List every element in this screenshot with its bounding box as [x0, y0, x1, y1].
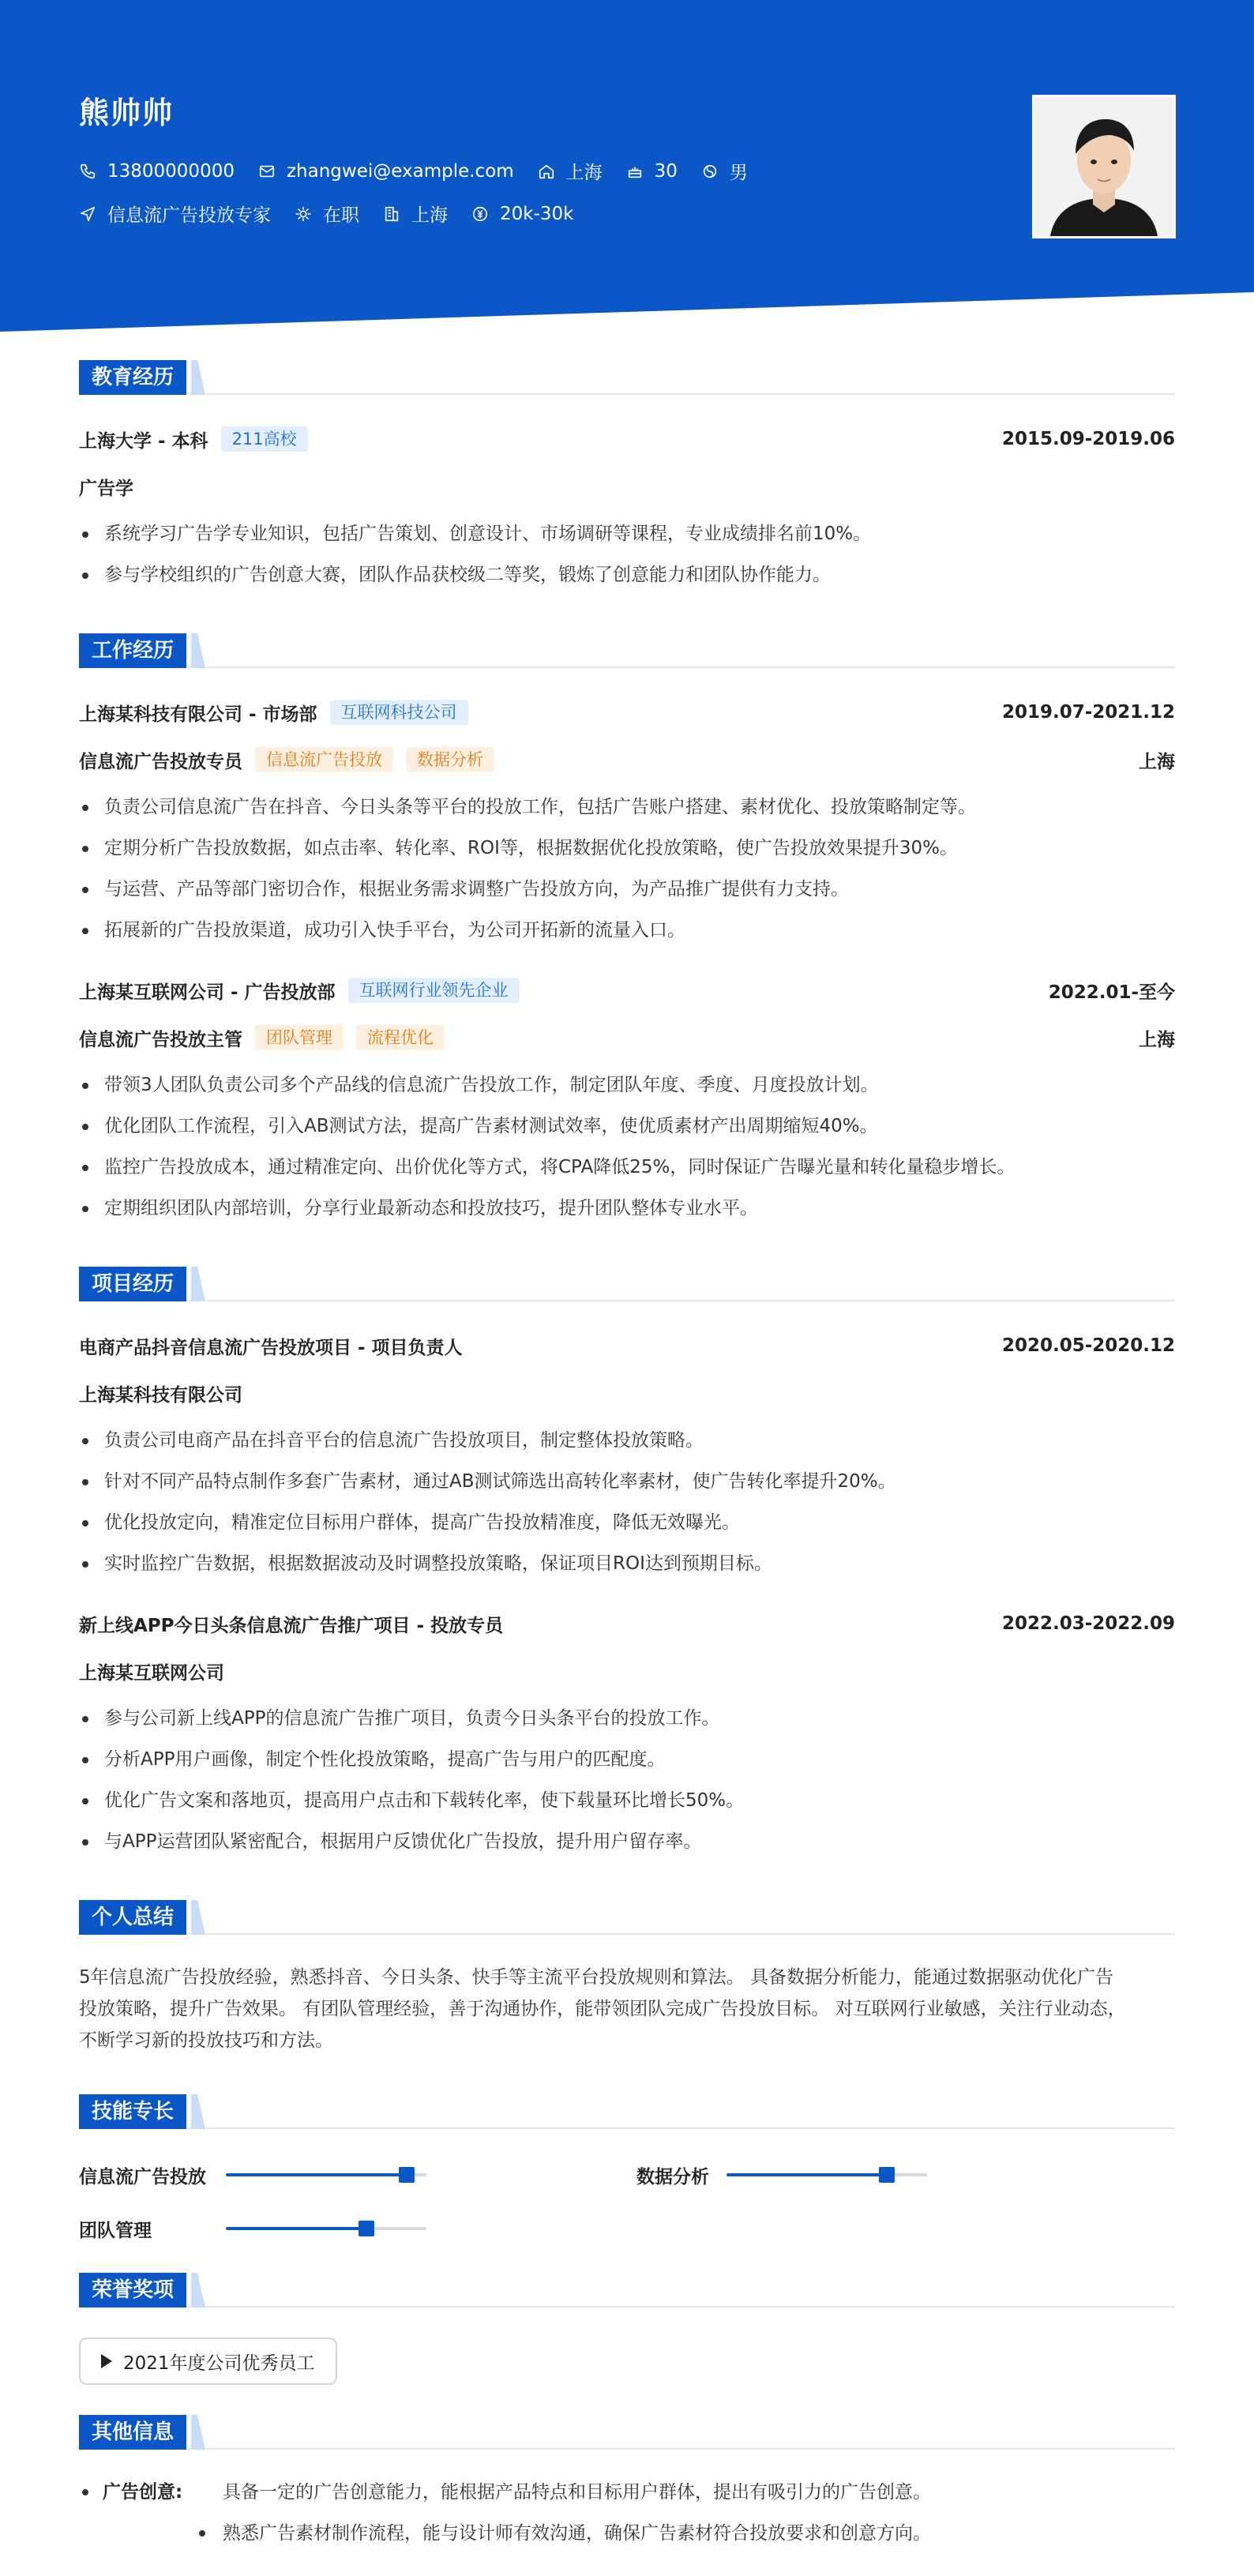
- school-name: 上海大学 - 本科: [79, 430, 208, 452]
- project-name: 新上线APP今日头条信息流广告推广项目 - 投放专员: [79, 1615, 504, 1636]
- list-item: 针对不同产品特点制作多套广告素材，通过AB测试筛选出高转化率素材，使广告转化率提升20%。: [79, 1461, 1175, 1502]
- summary-line: 投放策略，提升广告效果。 有团队管理经验，善于沟通协作，能带领团队完成广告投放目标。 对互联网行业敏感，关注行业动态，: [79, 1999, 1126, 2019]
- skill-track: [226, 2227, 426, 2230]
- list-item: 与APP运营团队紧密配合，根据用户反馈优化广告投放，提升用户留存率。: [79, 1821, 1175, 1862]
- major-row: [79, 472, 1175, 501]
- project-date: 2020.05-2020.12: [1001, 1335, 1175, 1356]
- summary-text: [79, 1962, 1175, 2056]
- section-label: 个人总结: [79, 1900, 186, 1935]
- resume-header: [0, 0, 1254, 332]
- skills-section-title: [79, 2094, 1175, 2129]
- project-bullets: [79, 1420, 1175, 1584]
- building-icon: [383, 205, 400, 223]
- candidate-name: 熊帅帅: [79, 96, 175, 130]
- triangle-icon: [101, 2354, 112, 2368]
- job-date: 2022.01-至今: [1048, 982, 1175, 1003]
- education-section-title: [79, 360, 1175, 395]
- skill-fill: [226, 2227, 366, 2230]
- other-text: 熟悉广告素材制作流程，能与设计师有效沟通，确保广告素材符合投放要求和创意方向。: [223, 2523, 931, 2544]
- title-tail-decoration: [191, 2273, 207, 2308]
- honors-section-title: [79, 2273, 1175, 2308]
- salary-icon: [471, 205, 489, 223]
- skill-knob: [879, 2167, 895, 2183]
- salary-text: 20k-30k: [500, 203, 574, 224]
- list-item: 系统学习广告学专业知识，包括广告策划、创意设计、市场调研等课程，专业成绩排名前10%。: [79, 513, 1175, 554]
- list-item: 优化团队工作流程，引入AB测试方法，提高广告素材测试效率，使优质素材产出周期缩短40%。: [79, 1106, 1175, 1147]
- skill-name: 数据分析: [636, 2166, 709, 2187]
- skill-knob: [399, 2167, 415, 2183]
- other-info-list: [79, 2472, 1175, 2554]
- list-item: 优化广告文案和落地页，提高用户点击和下载转化率，使下载量环比增长50%。: [79, 1780, 1175, 1821]
- project-company-row: [79, 1657, 1175, 1685]
- title-tail-decoration: [191, 633, 207, 668]
- list-item: 带领3人团队负责公司多个产品线的信息流广告投放工作，制定团队年度、季度、月度投放计划。: [79, 1065, 1175, 1106]
- summary-line: 不断学习新的投放技巧和方法。: [79, 2030, 333, 2051]
- other-text: 具备一定的广告创意能力，能根据产品特点和目标用户群体，提出有吸引力的广告创意。: [223, 2482, 931, 2503]
- status-icon: [295, 205, 312, 223]
- profile-photo: [1032, 95, 1176, 238]
- education-bullets: [79, 513, 1175, 595]
- age-info: [626, 161, 678, 182]
- position-name: 信息流广告投放主管: [79, 1029, 242, 1050]
- section-label: 项目经历: [79, 1267, 186, 1301]
- skill-item: [636, 2161, 984, 2189]
- job-bullets: [79, 1065, 1175, 1229]
- section-label: 荣誉奖项: [79, 2273, 186, 2308]
- skill-track: [726, 2173, 927, 2176]
- skill-item: [79, 2214, 426, 2243]
- skill-fill: [226, 2173, 407, 2176]
- list-item: 优化投放定向，精准定位目标用户群体，提高广告投放精准度，降低无效曝光。: [79, 1502, 1175, 1543]
- phone-info: [79, 161, 235, 182]
- job-city: 上海: [1139, 751, 1175, 772]
- work-city-info: [383, 201, 448, 227]
- skill-item: [79, 2161, 426, 2189]
- list-item: 参与公司新上线APP的信息流广告推广项目，负责今日头条平台的投放工作。: [79, 1698, 1175, 1739]
- title-tail-decoration: [191, 1900, 207, 1935]
- skill-fill: [726, 2173, 887, 2176]
- list-item: 负责公司信息流广告在抖音、今日头条等平台的投放工作，包括广告账户搭建、素材优化、投放策略制定等。: [79, 787, 1175, 828]
- project-bullets: [79, 1698, 1175, 1862]
- list-item: 监控广告投放成本，通过精准定向、出价优化等方式，将CPA降低25%，同时保证广告曝光量和转化量稳步增长。: [79, 1147, 1175, 1188]
- skill-name: 信息流广告投放: [79, 2166, 206, 2187]
- school-tag: 211高校: [221, 426, 308, 452]
- project-header-row: [79, 1609, 1175, 1638]
- age-text: 30: [654, 160, 678, 182]
- position-name: 信息流广告投放专员: [79, 751, 242, 772]
- list-item: 定期分析广告投放数据，如点击率、转化率、ROI等，根据数据优化投放策略，使广告投放效果提升30%。: [79, 828, 1175, 869]
- award-item: [79, 2338, 337, 2385]
- section-label: 其他信息: [79, 2415, 186, 2450]
- status-text: 在职: [323, 205, 359, 226]
- summary-section-title: [79, 1900, 1175, 1935]
- position-tag: 团队管理: [255, 1025, 344, 1050]
- other-section-title: [79, 2415, 1175, 2450]
- title-tail-decoration: [191, 2094, 207, 2129]
- list-item: 负责公司电商产品在抖音平台的信息流广告投放项目，制定整体投放策略。: [79, 1420, 1175, 1461]
- company-tag: 互联网科技公司: [330, 700, 468, 725]
- company-name: 上海某科技有限公司 - 市场部: [79, 704, 317, 725]
- other-label: 广告创意:: [103, 2482, 183, 2503]
- project-company-row: [79, 1379, 1175, 1407]
- send-icon: [79, 205, 96, 223]
- job-city: 上海: [1139, 1029, 1175, 1050]
- phone-text: 13800000000: [107, 160, 235, 182]
- list-item: 参与学校组织的广告创意大赛，团队作品获校级二等奖，锻炼了创意能力和团队协作能力。: [79, 554, 1175, 595]
- cake-icon: [626, 163, 644, 180]
- education-date: 2015.09-2019.06: [1001, 429, 1175, 449]
- major-name: 广告学: [79, 478, 133, 499]
- skill-name: 团队管理: [79, 2220, 152, 2241]
- avatar-image: [1034, 97, 1173, 236]
- job-title-text: 信息流广告投放专家: [107, 205, 271, 226]
- gender-icon: [701, 163, 719, 180]
- list-item: 分析APP用户画像，制定个性化投放策略，提高广告与用户的匹配度。: [79, 1739, 1175, 1780]
- project-company: 上海某互联网公司: [79, 1662, 224, 1684]
- gender-text: 男: [729, 163, 748, 183]
- contact-row: [79, 158, 772, 184]
- list-item: 定期组织团队内部培训，分享行业最新动态和投放技巧，提升团队整体专业水平。: [79, 1188, 1175, 1229]
- project-header-row: [79, 1331, 1175, 1360]
- title-tail-decoration: [191, 1267, 207, 1301]
- company-tag: 互联网行业领先企业: [348, 978, 520, 1003]
- section-label: 技能专长: [79, 2094, 186, 2129]
- job-title-info: [79, 201, 271, 227]
- home-city-text: 上海: [565, 163, 603, 183]
- work-section-title: [79, 633, 1175, 668]
- summary-line: 5年信息流广告投放经验，熟悉抖音、今日头条、快手等主流平台投放规则和算法。 具备数据分析能力，能通过数据驱动优化广告: [79, 1967, 1113, 1988]
- list-item: 与运营、产品等部门密切合作，根据业务需求调整广告投放方向，为产品推广提供有力支持。: [79, 869, 1175, 910]
- title-tail-decoration: [191, 360, 207, 395]
- skill-track: [226, 2173, 426, 2176]
- title-tail-decoration: [191, 2415, 207, 2450]
- home-city-info: [538, 158, 603, 184]
- position-tag: 数据分析: [406, 747, 494, 772]
- job-date: 2019.07-2021.12: [1001, 702, 1175, 723]
- salary-info: [471, 204, 573, 224]
- project-date: 2022.03-2022.09: [1001, 1613, 1175, 1634]
- gender-info: [701, 158, 748, 184]
- position-tag: 信息流广告投放: [255, 747, 393, 772]
- list-item: 实时监控广告数据，根据数据波动及时调整投放策略，保证项目ROI达到预期目标。: [79, 1543, 1175, 1584]
- list-item: 拓展新的广告投放渠道，成功引入快手平台，为公司开拓新的流量入口。: [79, 910, 1175, 951]
- job-bullets: [79, 787, 1175, 951]
- list-item: [79, 2472, 1175, 2513]
- company-name: 上海某互联网公司 - 广告投放部: [79, 982, 336, 1003]
- section-label: 工作经历: [79, 633, 186, 668]
- list-item: [79, 2513, 1175, 2554]
- email-text: zhangwei@example.com: [286, 160, 514, 182]
- status-info: [295, 201, 359, 227]
- section-label: 教育经历: [79, 360, 186, 395]
- award-text: 2021年度公司优秀员工: [123, 2353, 315, 2374]
- position-row: [79, 745, 1175, 774]
- home-icon: [538, 163, 555, 180]
- education-header-row: [79, 425, 1175, 453]
- projects-section-title: [79, 1267, 1175, 1301]
- job-intent-row: [79, 201, 597, 227]
- skill-knob: [359, 2221, 374, 2236]
- work-city-text: 上海: [411, 205, 448, 226]
- position-tag: 流程优化: [356, 1025, 445, 1050]
- project-company: 上海某科技有限公司: [79, 1384, 242, 1406]
- phone-icon: [79, 163, 96, 180]
- mail-icon: [258, 163, 276, 180]
- job-header-row: [79, 698, 1175, 727]
- email-info: [258, 161, 514, 182]
- job-header-row: [79, 976, 1175, 1004]
- project-name: 电商产品抖音信息流广告投放项目 - 项目负责人: [79, 1337, 463, 1358]
- position-row: [79, 1023, 1175, 1052]
